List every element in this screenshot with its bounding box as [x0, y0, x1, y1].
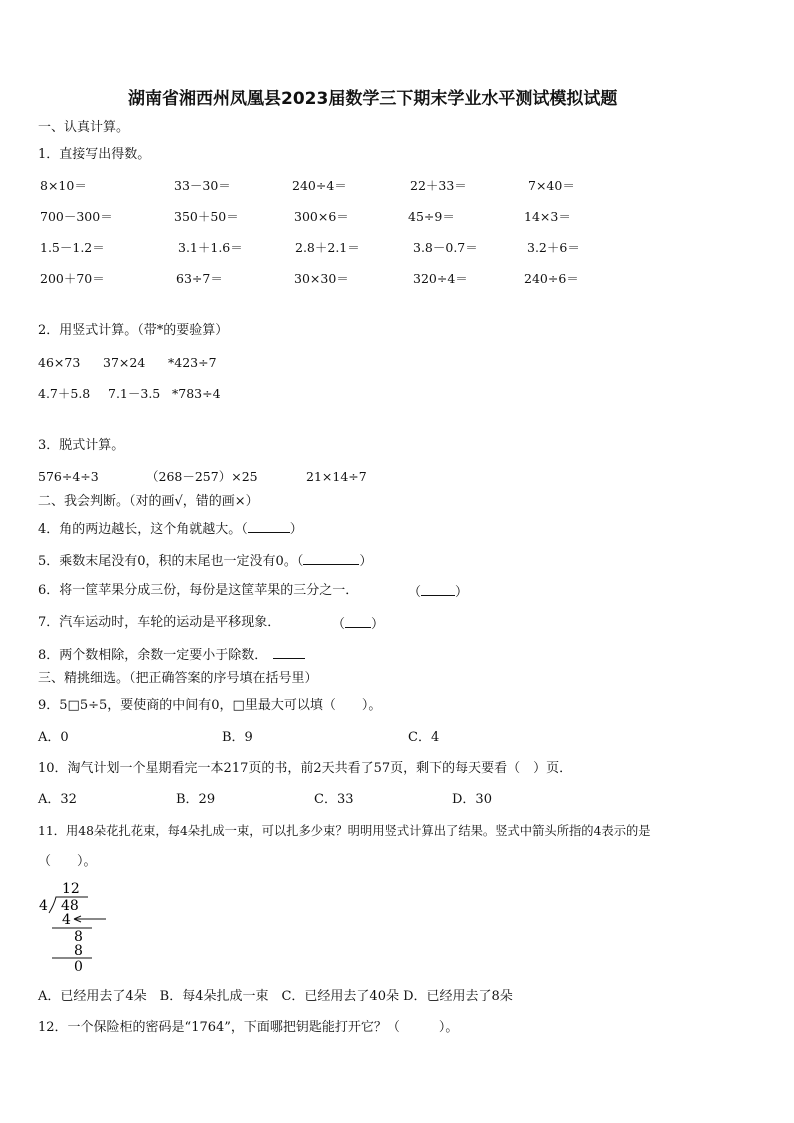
q10-option-b[interactable]: B．29	[176, 792, 216, 807]
long-division-figure	[32, 880, 122, 980]
q1-r0-c3: 22＋33＝	[410, 178, 467, 193]
q5-text: 5．乘数末尾没有0，积的末尾也一定没有0。（	[38, 554, 304, 569]
q9-text: 9．5□5÷5，要使商的中间有0，□里最大可以填（ ）。	[38, 698, 382, 713]
q9-option-b[interactable]: B．9	[222, 730, 253, 745]
q1-r1-c0: 700－300＝	[40, 209, 113, 224]
section-1-heading: 一、认真计算。	[38, 120, 130, 135]
q4	[38, 520, 303, 538]
q1-r0-c1: 33－30＝	[174, 178, 231, 193]
q3-item-2: （268－257）×25	[146, 469, 258, 484]
division-divisor: 4	[39, 898, 48, 914]
division-step-2: 8	[74, 929, 83, 945]
q8	[38, 646, 305, 664]
q1-r1-c1: 350＋50＝	[174, 209, 239, 224]
division-step-1: 4	[62, 912, 71, 928]
q3-label: 3．脱式计算。	[38, 438, 125, 453]
q7-text: 7．汽车运动时，车轮的运动是平移现象．	[38, 615, 281, 630]
q1-r1-c3: 45÷9＝	[408, 209, 455, 224]
q1-r2-c0: 1.5－1.2＝	[40, 240, 105, 255]
q8-text: 8．两个数相除，余数一定要小于除数．	[38, 648, 268, 663]
q1-r3-c2: 30×30＝	[294, 271, 349, 286]
division-quotient: 12	[62, 881, 80, 897]
q8-answer-blank[interactable]	[273, 646, 305, 659]
q2-item-5: 7.1－3.5	[108, 386, 161, 401]
q10-option-c[interactable]: C．33	[314, 792, 354, 807]
q1-r0-c2: 240÷4＝	[292, 178, 347, 193]
q11-text: 11．用48朵花扎花束，每4朵扎成一束，可以扎多少束？明明用竖式计算出了结果。竖式中箭头所指的4表示的是	[38, 824, 651, 838]
q1-r3-c0: 200＋70＝	[40, 271, 105, 286]
q5-answer-blank[interactable]	[303, 552, 359, 565]
section-3-heading: 三、精挑细选。（把正确答案的序号填在括号里）	[38, 671, 318, 686]
q1-r2-c2: 2.8＋2.1＝	[295, 240, 360, 255]
q11-options[interactable]: A．已经用去了4朵 B．每4朵扎成一束 C．已经用去了40朵 D．已经用去了8朵	[38, 989, 513, 1004]
q9-option-a[interactable]: A．0	[38, 730, 69, 745]
q2-item-3: *423÷7	[168, 355, 217, 370]
q6	[38, 583, 358, 599]
q2-item-6: *783÷4	[172, 386, 221, 401]
page-title: 湖南省湘西州凤凰县2023届数学三下期末学业水平测试模拟试题	[128, 89, 618, 109]
q2-item-4: 4.7＋5.8	[38, 386, 91, 401]
q1-r1-c4: 14×3＝	[524, 209, 571, 224]
q7	[38, 615, 280, 631]
q2-item-1: 46×73	[38, 355, 81, 370]
division-step-3: 8	[74, 943, 83, 959]
q1-r2-c4: 3.2＋6＝	[527, 240, 580, 255]
q3-item-1: 576÷4÷3	[38, 469, 99, 484]
q5	[38, 552, 372, 570]
q1-r3-c1: 63÷7＝	[176, 271, 223, 286]
q9-option-c[interactable]: C．4	[408, 730, 440, 745]
q7-paren: （ ）	[332, 617, 385, 632]
q10-option-a[interactable]: A．32	[38, 792, 77, 807]
q1-r2-c1: 3.1＋1.6＝	[178, 240, 243, 255]
q6-answer-blank[interactable]	[421, 583, 455, 596]
q2-item-2: 37×24	[103, 355, 146, 370]
q1-r1-c2: 300×6＝	[294, 209, 349, 224]
division-remainder: 0	[74, 959, 83, 975]
q12-text: 12．一个保险柜的密码是“1764”，下面哪把钥匙能打开它？（ ）。	[38, 1020, 459, 1035]
division-dividend: 48	[61, 898, 79, 914]
q4-text: 4．角的两边越长，这个角就越大。（	[38, 522, 248, 537]
q1-r0-c0: 8×10＝	[40, 178, 87, 193]
q1-label: 1．直接写出得数。	[38, 147, 151, 162]
q10-option-d[interactable]: D．30	[452, 792, 492, 807]
q1-r0-c4: 7×40＝	[528, 178, 575, 193]
q3-item-3: 21×14÷7	[306, 469, 367, 484]
q4-close: ）	[289, 522, 303, 537]
q10-text: 10．淘气计划一个星期看完一本217页的书，前2天共看了57页，剩下的每天要看（ ）页．	[38, 761, 573, 776]
q1-r3-c3: 320÷4＝	[413, 271, 468, 286]
q2-label: 2．用竖式计算。（带*的要验算）	[38, 323, 229, 338]
q4-answer-blank[interactable]	[248, 520, 290, 533]
q6-paren: （ ）	[408, 585, 469, 600]
q1-r3-c4: 240÷6＝	[524, 271, 579, 286]
section-2-heading: 二、我会判断。（对的画√，错的画×）	[38, 494, 259, 509]
q6-text: 6．将一筐苹果分成三份，每份是这筐苹果的三分之一．	[38, 583, 359, 598]
q5-close: ）	[359, 554, 373, 569]
q7-answer-blank[interactable]	[345, 615, 371, 628]
q11-text-2: （ ）。	[38, 854, 97, 869]
q1-r2-c3: 3.8－0.7＝	[413, 240, 478, 255]
